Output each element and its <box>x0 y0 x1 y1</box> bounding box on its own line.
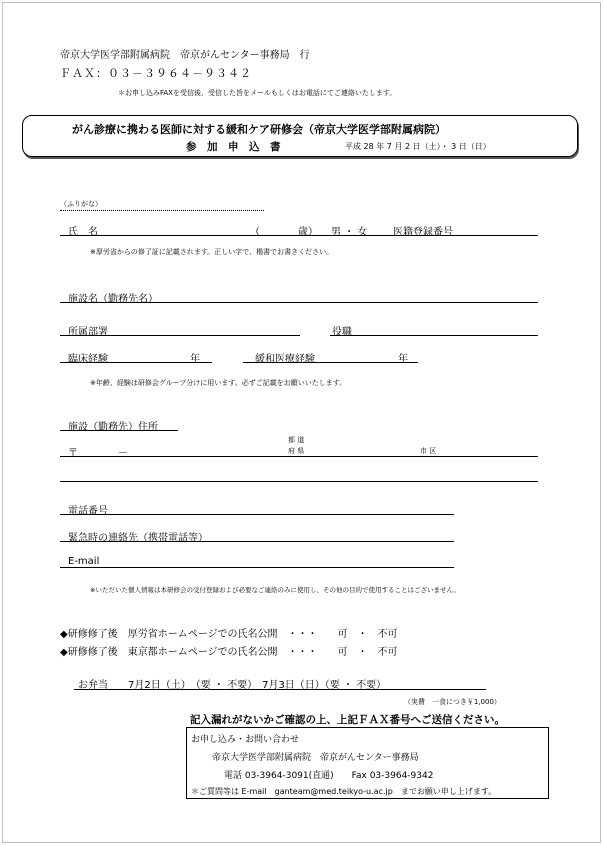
contact-heading: お申し込み・お問い合わせ <box>191 735 300 745</box>
department-label: 所属部署 <box>68 327 108 338</box>
position-label: 役職 <box>332 327 352 338</box>
address-label: 施設（勤務先）住所 <box>68 422 158 433</box>
mhlw-disclosure-choice[interactable]: ◆研修修了後 厚労省ホームページでの氏名公開 ・・・ 可 ・ 不可 <box>60 629 398 640</box>
lunch-underline <box>74 689 486 690</box>
experience-note: ※年齢、経験は研修会グループ分けに用います。必ずご記載をお願いいたします。 <box>90 379 347 387</box>
contact-phone-fax: 電話 03-3964-3091(直通) Fax 03-3964-9342 <box>224 771 434 781</box>
emergency-label: 緊急時の連絡先（携帯電話等） <box>68 533 208 544</box>
address-line-1[interactable] <box>60 456 538 457</box>
confirm-message: 記入漏れがないかご確認の上、上記ＦＡＸ番号へご送信ください。 <box>190 714 505 726</box>
license-label: 医籍登録番号 <box>393 227 453 238</box>
clinical-exp-field[interactable] <box>60 362 212 363</box>
postal-mark: 〒 <box>68 448 78 459</box>
form-subtitle: 参 加 申 込 書 <box>186 141 281 153</box>
phone-field[interactable] <box>60 514 454 515</box>
seminar-title: がん診療に携わる医師に対する緩和ケア研修会（帝京大学医学部附属病院） <box>72 123 446 136</box>
address-label-underline <box>60 430 178 431</box>
clinical-year-unit: 年 <box>190 354 200 365</box>
facility-field[interactable] <box>60 302 538 303</box>
privacy-note: ※いただいた個人情報は本研修会の受付登録および必要なご連絡のみに使用し、その他の目的で使用することはございません。 <box>90 586 460 594</box>
city-label: 市 区 <box>420 447 437 455</box>
position-field[interactable] <box>330 335 538 336</box>
name-label: 氏 名 <box>68 227 98 238</box>
tokyo-disclosure-choice[interactable]: ◆研修修了後 東京都ホームページでの氏名公開 ・・・ 可 ・ 不可 <box>60 647 398 658</box>
emergency-field[interactable] <box>60 541 454 542</box>
furigana-label: （ふりがな） <box>60 200 102 208</box>
gender-choice[interactable]: 男 ・ 女 <box>331 227 368 238</box>
lunch-price: （実費 一食につき￥1,000） <box>404 698 501 706</box>
recipient-line: 帝京大学医学部附属病院 帝京がんセンター事務局 行 <box>60 50 310 61</box>
age-open: （ <box>250 227 260 238</box>
age-close: 歳） <box>298 227 318 238</box>
facility-label: 施設名（勤務先名） <box>68 294 158 305</box>
department-field[interactable] <box>60 335 300 336</box>
address-line-2[interactable] <box>60 481 538 482</box>
contact-email[interactable]: ＊ご質問等は E-mail ganteam@med.teikyo-u.ac.jp までお願い申し上げます。 <box>191 787 497 796</box>
phone-label: 電話番号 <box>68 506 108 517</box>
email-label: E-mail <box>68 556 100 567</box>
lunch-choice[interactable]: お弁当 7月2日（土） （要 ・ 不要） 7月3日（日）（要 ・ 不要） <box>78 680 387 691</box>
contact-organization: 帝京大学医学部附属病院 帝京がんセンター事務局 <box>212 753 419 763</box>
fax-number: ＦＡＸ：０３－３９６４－９３４２ <box>60 67 252 80</box>
palliative-exp-label: 緩和医療経験 <box>255 354 315 365</box>
palliative-year-unit: 年 <box>398 354 408 365</box>
email-field[interactable] <box>60 567 454 568</box>
prefecture-label-top: 都 道 <box>288 436 305 444</box>
seminar-date: 平成 28 年 7 月 2 日（土）・ 3 日（日） <box>345 142 491 151</box>
header-note: ＊お申し込みFAXを受信後、受信した旨をメールもしくはお電話にてご連絡いたします。 <box>118 89 397 97</box>
palliative-exp-field[interactable] <box>243 362 418 363</box>
postal-dash: － <box>118 448 128 459</box>
clinical-exp-label: 臨床経験 <box>68 354 108 365</box>
name-note: ※厚労省からの修了証に記載されます。正しい字で、楷書でお書きください。 <box>90 248 334 256</box>
prefecture-label-bottom: 府 県 <box>288 447 305 455</box>
